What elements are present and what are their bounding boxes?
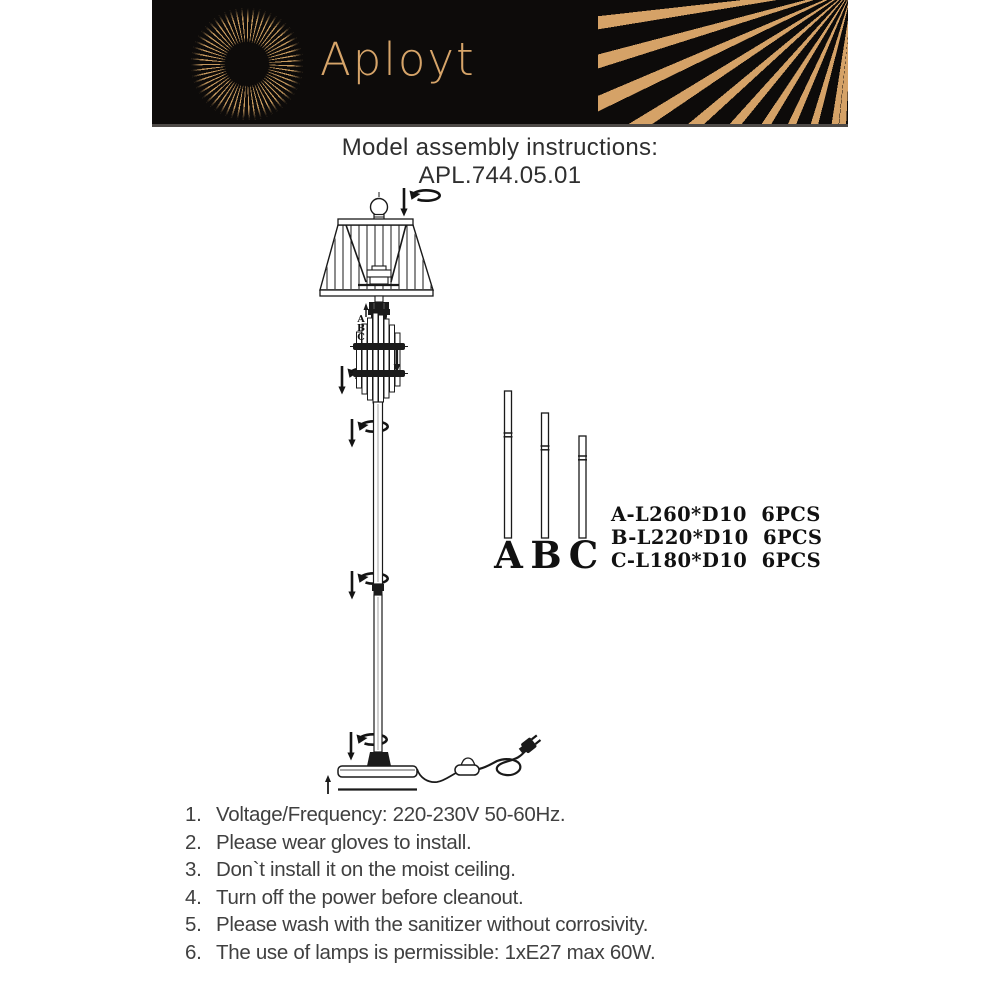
instruction-text: Turn off the power before cleanout. <box>216 885 524 909</box>
instruction-number: 1. <box>185 803 202 826</box>
lamp-base <box>338 766 417 777</box>
instruction-number: 5. <box>185 913 202 937</box>
spec-rod-b: B-L220*D10 6PCS <box>611 526 823 549</box>
parts-diagram <box>493 391 822 577</box>
instruction-list <box>185 801 885 967</box>
rod-label-b: B <box>530 533 562 577</box>
power-plug-icon <box>517 733 542 756</box>
instruction-text: Don`t install it on the moist ceiling. <box>216 858 516 882</box>
instruction-item <box>185 801 885 829</box>
instruction-item <box>185 884 885 912</box>
instruction-text: Voltage/Frequency: 220-230V 50-60Hz. <box>216 803 566 826</box>
spec-rod-a: A-L260*D10 6PCS <box>611 503 821 526</box>
callout-letter-c: C <box>357 332 365 343</box>
callout-letter-a: A <box>357 314 365 325</box>
model-number: APL.744.05.01 <box>418 162 582 189</box>
rod-b <box>541 413 550 538</box>
power-cord <box>417 733 542 782</box>
instruction-text: Please wash with the sanitizer without corrosivity. <box>216 913 649 937</box>
rod-a <box>504 391 513 538</box>
brand-logo-text: Aployt <box>320 33 476 86</box>
instruction-item <box>185 829 885 857</box>
inline-switch <box>455 758 479 775</box>
callout-letter-b: B <box>356 323 366 334</box>
instruction-text: Please wear gloves to install. <box>216 830 472 854</box>
instruction-number: 3. <box>185 858 202 882</box>
instruction-text: The use of lamps is permissible: 1xE27 max 60W. <box>216 940 656 964</box>
instruction-item <box>185 911 885 939</box>
base-up-arrow-icon <box>325 775 331 794</box>
page-title: Model assembly instructions: <box>341 134 659 161</box>
instruction-item <box>185 939 885 967</box>
instruction-number: 6. <box>185 940 202 964</box>
instruction-item <box>185 856 885 884</box>
instruction-number: 2. <box>185 830 202 854</box>
rod-c <box>578 436 587 538</box>
rod-label-c: C <box>568 533 599 577</box>
instruction-number: 4. <box>185 885 202 909</box>
rod-label-a: A <box>494 533 523 577</box>
spec-rod-c: C-L180*D10 6PCS <box>611 549 822 572</box>
rotate-arrow-icon <box>400 188 439 217</box>
lampshade <box>320 219 433 296</box>
